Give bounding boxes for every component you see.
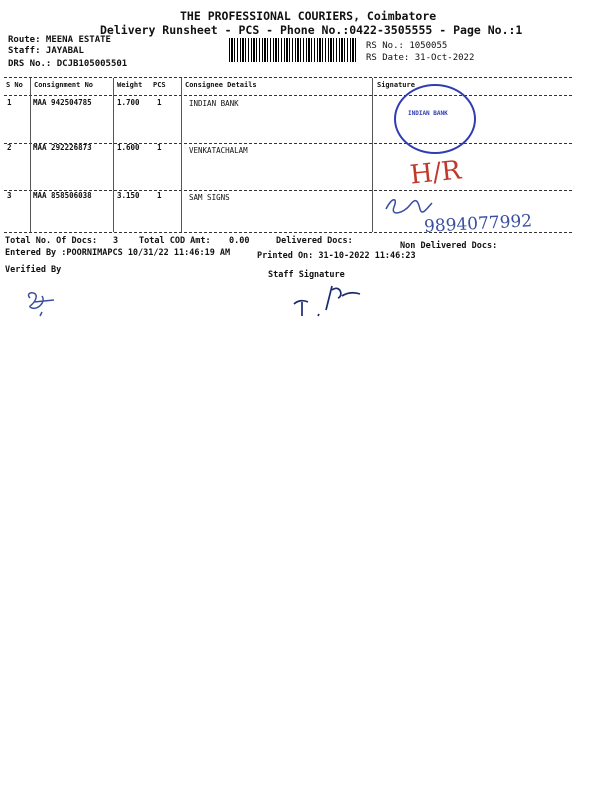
total-docs-value: 3 [113,236,119,246]
rs-date: RS Date: 31-Oct-2022 [366,53,475,63]
row-weight: 3.150 [117,191,140,200]
signature-icon [292,282,372,322]
stamp-text: INDIAN BANK [408,110,448,117]
col-header-signature: Signature [377,81,415,89]
row-pcs: 1 [157,191,162,200]
row-pcs: 1 [157,143,162,152]
row-sno: 3 [7,191,12,200]
total-cod-label: Total COD Amt: [139,236,211,246]
delivered-docs-label: Delivered Docs: [276,236,353,246]
table-top-rule [4,77,572,78]
non-delivered-docs-label: Non Delivered Docs: [400,241,498,251]
runsheet-title: Delivery Runsheet - PCS - Phone No.:0422-3505555 - Page No.:1 [100,23,523,37]
route-label: Route: MEENA ESTATE [8,35,111,45]
barcode-icon [229,38,356,62]
col-header-consignee: Consignee Details [185,81,257,89]
col-header-consignment: Consignment No [34,81,94,89]
signature-icon [22,288,62,316]
drs-number: DRS No.: DCJB105005501 [8,59,128,69]
total-docs-label: Total No. Of Docs: [5,236,98,246]
entered-by: Entered By :POORNIMAPCS 10/31/22 11:46:19 AM [5,248,231,258]
row-pcs: 1 [157,98,162,107]
row-weight: 1.600 [117,143,140,152]
col-header-weight: Weight [117,81,143,89]
column-divider [181,78,182,232]
rs-number: RS No.: 1050055 [366,41,448,51]
row-consignment: MAA 292226873 [33,143,92,152]
col-header-sno: S No [6,81,23,89]
table-header-rule [4,95,572,96]
staff-label: Staff: JAYABAL [8,46,84,56]
col-header-pcs: PCS [153,81,166,89]
row3-handwritten-phone: 9894077992 [423,211,533,237]
row-weight: 1.700 [117,98,140,107]
company-title: THE PROFESSIONAL COURIERS, Coimbatore [180,9,437,23]
bank-stamp-icon [394,84,476,154]
row-consignee: SAM SIGNS [189,193,230,202]
row2-handwritten-note: H/R [408,155,463,191]
row-sno: 1 [7,98,12,107]
row-consignee: INDIAN BANK [189,99,239,108]
total-cod-value: 0.00 [229,236,250,246]
column-divider [30,78,31,232]
row-consignee: VENKATACHALAM [189,146,248,155]
row-sno: 2 [7,143,12,152]
staff-signature-label: Staff Signature [268,270,345,280]
printed-on: Printed On: 31-10-2022 11:46:23 [257,251,416,261]
row-consignment: MAA 858506038 [33,191,92,200]
column-divider [372,78,373,232]
signature-icon [384,195,434,217]
column-divider [113,78,114,232]
row-consignment: MAA 942504785 [33,98,92,107]
verified-by-label: Verified By [5,265,62,275]
